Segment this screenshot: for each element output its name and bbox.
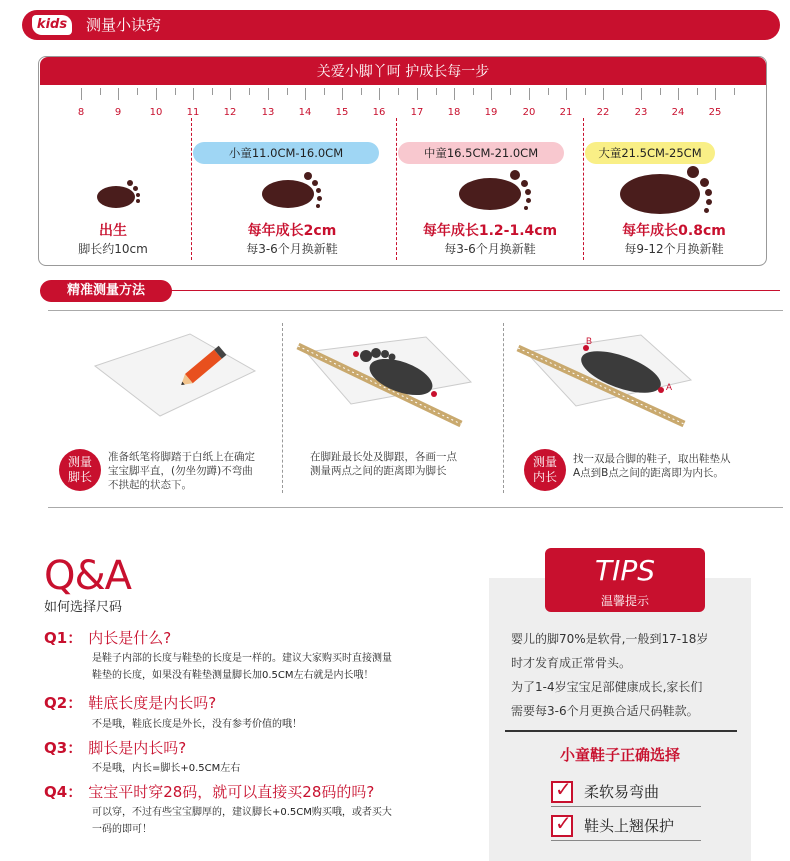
insole-ruler-illustration <box>516 330 696 430</box>
qa-subtitle: 如何选择尺码 <box>44 600 123 615</box>
paper-pencil-illustration <box>90 326 260 426</box>
ruler-tick-minor <box>287 88 288 95</box>
ruler-number: 15 <box>335 107 349 118</box>
ruler-tick-minor <box>361 88 362 95</box>
question-3: Q3： 脚长是内长吗? <box>44 739 187 757</box>
ruler-number: 9 <box>114 107 122 118</box>
stage-divider <box>583 118 584 260</box>
ruler-tick <box>193 88 194 100</box>
ruler-number: 8 <box>77 107 85 118</box>
answer-4: 可以穿，不过有些宝宝脚厚的，建议脚长+0.5CM购买哦，或者买大 一码的即可！ <box>92 807 392 835</box>
step3-text: 找一双最合脚的鞋子，取出鞋垫从 A点到B点之间的距离即为内长。 <box>573 453 731 479</box>
ruler-tick-minor <box>436 88 437 95</box>
stage-divider <box>191 118 192 260</box>
ruler-tick-minor <box>212 88 213 95</box>
answer-2: 不是哦，鞋底长度是外长，没有参考价值的哦！ <box>92 719 302 730</box>
ruler-number: 11 <box>186 107 200 118</box>
method-divider <box>503 323 504 493</box>
pill-big-kids: 大童21.5CM-25CM <box>585 142 715 164</box>
foot-ruler-illustration <box>296 332 476 428</box>
ruler-tick <box>118 88 119 100</box>
ruler-title: 关爱小脚丫呵 护成长每一步 <box>316 64 490 80</box>
header-bar <box>22 10 780 40</box>
tips-subtitle: 温馨提示 <box>600 594 649 608</box>
stage-divider <box>396 118 397 260</box>
ruler-number: 21 <box>559 107 573 118</box>
tip-line: 需要每3-6个月更换合适尺码鞋款。 <box>511 704 699 718</box>
ruler-tick <box>715 88 716 100</box>
ruler-number: 17 <box>410 107 424 118</box>
tip-line: 婴儿的脚70%是软骨,一般到17-18岁 <box>511 632 709 646</box>
ruler-number: 22 <box>596 107 610 118</box>
point-b-label: B <box>586 336 593 346</box>
ruler-tick-minor <box>585 88 586 95</box>
qa-logo: Q&A <box>44 553 132 599</box>
check-label-soft: 柔软易弯曲 <box>584 783 660 801</box>
ruler-tick-minor <box>473 88 474 95</box>
point-a-label: A <box>666 382 673 392</box>
ruler-number: 16 <box>372 107 386 118</box>
ruler-tick-minor <box>660 88 661 95</box>
ruler-tick-minor <box>249 88 250 95</box>
ruler-tick-minor <box>100 88 101 95</box>
stage-sub-middle: 每3-6个月换新鞋 <box>444 242 536 256</box>
ruler-tick <box>566 88 567 100</box>
question-1: Q1： 内长是什么? <box>44 629 172 647</box>
ruler-tick <box>417 88 418 100</box>
question-2: Q2： 鞋底长度是内长吗? <box>44 694 217 712</box>
ruler-tick <box>379 88 380 100</box>
method-badge: 精准测量方法 <box>40 280 172 302</box>
stage-label-middle: 每年成长1.2-1.4cm <box>422 223 558 239</box>
check-icon: ✓ <box>551 815 573 837</box>
pill-middle-kids: 中童16.5CM-21.0CM <box>398 142 564 164</box>
step2-text: 在脚趾最长处及脚跟，各画一点 测量两点之间的距离即为脚长 <box>310 451 457 477</box>
ruler-tick-minor <box>734 88 735 95</box>
tips-heading: 小童鞋子正确选择 <box>559 746 680 764</box>
ruler-number: 18 <box>447 107 461 118</box>
ruler-tick <box>305 88 306 100</box>
tips-title: TIPS <box>594 554 656 587</box>
ruler-number: 13 <box>261 107 275 118</box>
ruler-tick <box>268 88 269 100</box>
ruler-tick <box>641 88 642 100</box>
measure-inner-badge: 测量 内长 <box>524 449 566 491</box>
tips-divider <box>505 730 737 732</box>
ruler-number: 10 <box>149 107 163 118</box>
check-rule <box>551 840 701 841</box>
check-icon: ✓ <box>551 781 573 803</box>
ruler-tick-minor <box>622 88 623 95</box>
question-4: Q4： 宝宝平时穿28码，就可以直接买28码的吗? <box>44 783 375 801</box>
ruler-tick <box>603 88 604 100</box>
ruler-number: 14 <box>298 107 312 118</box>
method-divider <box>282 323 283 493</box>
ruler-tick <box>454 88 455 100</box>
ruler-tick-minor <box>175 88 176 95</box>
step1-text: 准备纸笔将脚踏于白纸上在确定 宝宝脚平直，(勿坐勿蹲)不弯曲 不拱起的状态下。 <box>108 451 255 491</box>
answer-1: 是鞋子内部的长度与鞋垫的长度是一样的。建议大家购买时直接测量 鞋垫的长度，如果没有鞋垫测量脚长加0.5CM左右就是内长哦！ <box>92 653 392 681</box>
ruler-band <box>40 57 766 85</box>
answer-3: 不是哦，内长=脚长+0.5CM左右 <box>92 763 241 774</box>
stage-label-big: 每年成长0.8cm <box>622 223 726 239</box>
ruler-tick <box>81 88 82 100</box>
ruler-tick-minor <box>697 88 698 95</box>
tip-line: 为了1-4岁宝宝足部健康成长,家长们 <box>511 680 703 694</box>
ruler-number: 23 <box>634 107 648 118</box>
ruler-number: 24 <box>671 107 685 118</box>
ruler-number: 19 <box>484 107 498 118</box>
stage-label-newborn: 出生 <box>99 223 127 239</box>
check-label-toecap: 鞋头上翘保护 <box>584 817 675 835</box>
stage-sub-big: 每9-12个月换新鞋 <box>624 242 724 256</box>
check-rule <box>551 806 701 807</box>
ruler-tick-minor <box>398 88 399 95</box>
ruler-tick-minor <box>510 88 511 95</box>
ruler-tick-minor <box>137 88 138 95</box>
ruler-number: 20 <box>522 107 536 118</box>
ruler-tick <box>678 88 679 100</box>
ruler-tick-minor <box>324 88 325 95</box>
stage-sub-newborn: 脚长约10cm <box>78 242 148 256</box>
measure-foot-badge: 测量 脚长 <box>59 449 101 491</box>
tip-line: 时才发育成正常骨头。 <box>511 656 632 670</box>
pill-small-kids: 小童11.0CM-16.0CM <box>193 142 379 164</box>
ruler-number: 12 <box>223 107 237 118</box>
stage-sub-small: 每3-6个月换新鞋 <box>246 242 338 256</box>
ruler-tick <box>529 88 530 100</box>
ruler-tick <box>491 88 492 100</box>
header-title: 测量小诀窍 <box>86 16 162 34</box>
stage-label-small: 每年成长2cm <box>247 223 337 239</box>
ruler-tick-minor <box>548 88 549 95</box>
ruler-tick <box>156 88 157 100</box>
ruler-tick <box>230 88 231 100</box>
ruler-tick <box>342 88 343 100</box>
kids-logo: kids <box>32 15 72 35</box>
tips-header <box>545 548 705 612</box>
ruler-number: 25 <box>708 107 722 118</box>
